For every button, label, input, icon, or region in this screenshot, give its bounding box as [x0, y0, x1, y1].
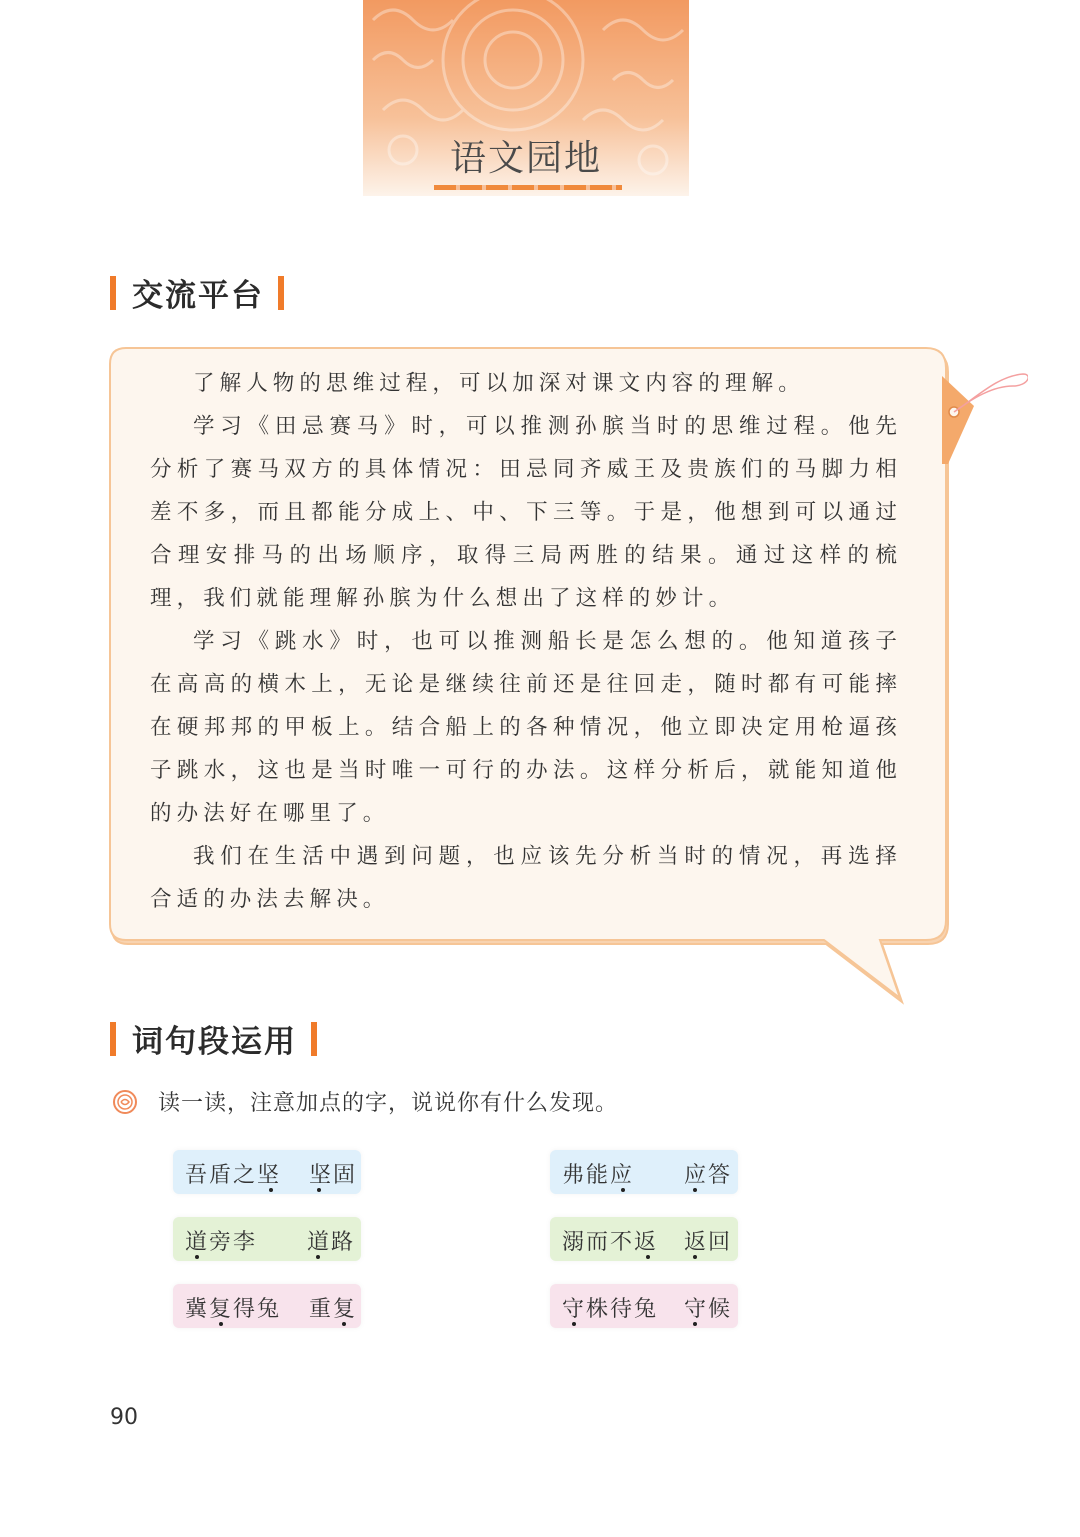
word-card: [550, 1150, 738, 1194]
emphasis-dot: [693, 1322, 697, 1326]
section-bar-left: [110, 1022, 116, 1056]
emphasis-dot: [693, 1188, 697, 1192]
emphasis-dot: [342, 1322, 346, 1326]
section-header-exchange: [110, 270, 284, 315]
word-card: [173, 1284, 361, 1328]
card-word: 应答: [684, 1163, 733, 1188]
exercise-instruction: [112, 1086, 618, 1117]
card-word: 坚固: [309, 1163, 358, 1188]
card-phrase: 弗能应: [562, 1163, 635, 1188]
section-bar-right: [278, 276, 284, 310]
emphasis-dot: [316, 1255, 320, 1259]
bubble-paragraph: 我们在生活中遇到问题，也应该先分析当时的情况，再选择合适的办法去解决。: [150, 844, 902, 912]
spiral-bullet-icon: [112, 1089, 138, 1115]
instruction-text: 读一读，注意加点的字，说说你有什么发现。: [158, 1091, 619, 1116]
bubble-paragraph: 了解人物的思维过程，可以加深对课文内容的理解。: [193, 371, 805, 396]
emphasis-dot: [572, 1322, 576, 1326]
emphasis-dot: [269, 1188, 273, 1192]
card-phrase: 道旁李: [185, 1230, 258, 1255]
page-title: 语文园地: [449, 138, 602, 179]
bubble-text: [150, 362, 902, 921]
section-title-usage: 词句段运用: [132, 1024, 297, 1060]
section-header-usage: [110, 1016, 317, 1061]
card-word: 道路: [307, 1230, 356, 1255]
emphasis-dot: [621, 1188, 625, 1192]
header-banner: [363, 0, 689, 196]
emphasis-dot: [219, 1322, 223, 1326]
word-card: [173, 1150, 361, 1194]
card-word: 守候: [684, 1297, 733, 1322]
emphasis-dot: [646, 1255, 650, 1259]
card-phrase: 溺而不返: [562, 1230, 659, 1255]
bubble-paragraph: 学习《跳水》时，也可以推测船长是怎么想的。他知道孩子在高高的横木上，无论是继续往前还是往回走，随时都有可能摔在硬邦邦的甲板上。结合船上的各种情况，他立即决定用枪逼孩子跳水，这也是当时唯一可行的办法。这样分析后，就能知道他的办法好在哪里了。: [150, 629, 902, 826]
emphasis-dot: [693, 1255, 697, 1259]
emphasis-dot: [317, 1188, 321, 1192]
card-phrase: 守株待兔: [562, 1297, 659, 1322]
card-phrase: 冀复得兔: [185, 1297, 282, 1322]
word-card: [173, 1217, 361, 1261]
word-card: [550, 1217, 738, 1261]
section-title-exchange: 交流平台: [132, 278, 264, 314]
emphasis-dot: [195, 1255, 199, 1259]
section-bar-left: [110, 276, 116, 310]
card-word: 返回: [684, 1230, 733, 1255]
word-card: [550, 1284, 738, 1328]
bubble-paragraph: 学习《田忌赛马》时，可以推测孙膑当时的思维过程。他先分析了赛马双方的具体情况：田忌同齐威王及贵族们的马脚力相差不多，而且都能分成上、中、下三等。于是，他想到可以通过合理安排马的出场顺序，取得三局两胜的结果。通过这样的梳理，我们就能理解孙膑为什么想出了这样的妙计。: [150, 414, 902, 611]
page-number: 90: [110, 1405, 138, 1430]
card-word: 重复: [309, 1297, 358, 1322]
card-phrase: 吾盾之坚: [185, 1163, 282, 1188]
title-underline: [434, 185, 622, 190]
section-bar-right: [311, 1022, 317, 1056]
